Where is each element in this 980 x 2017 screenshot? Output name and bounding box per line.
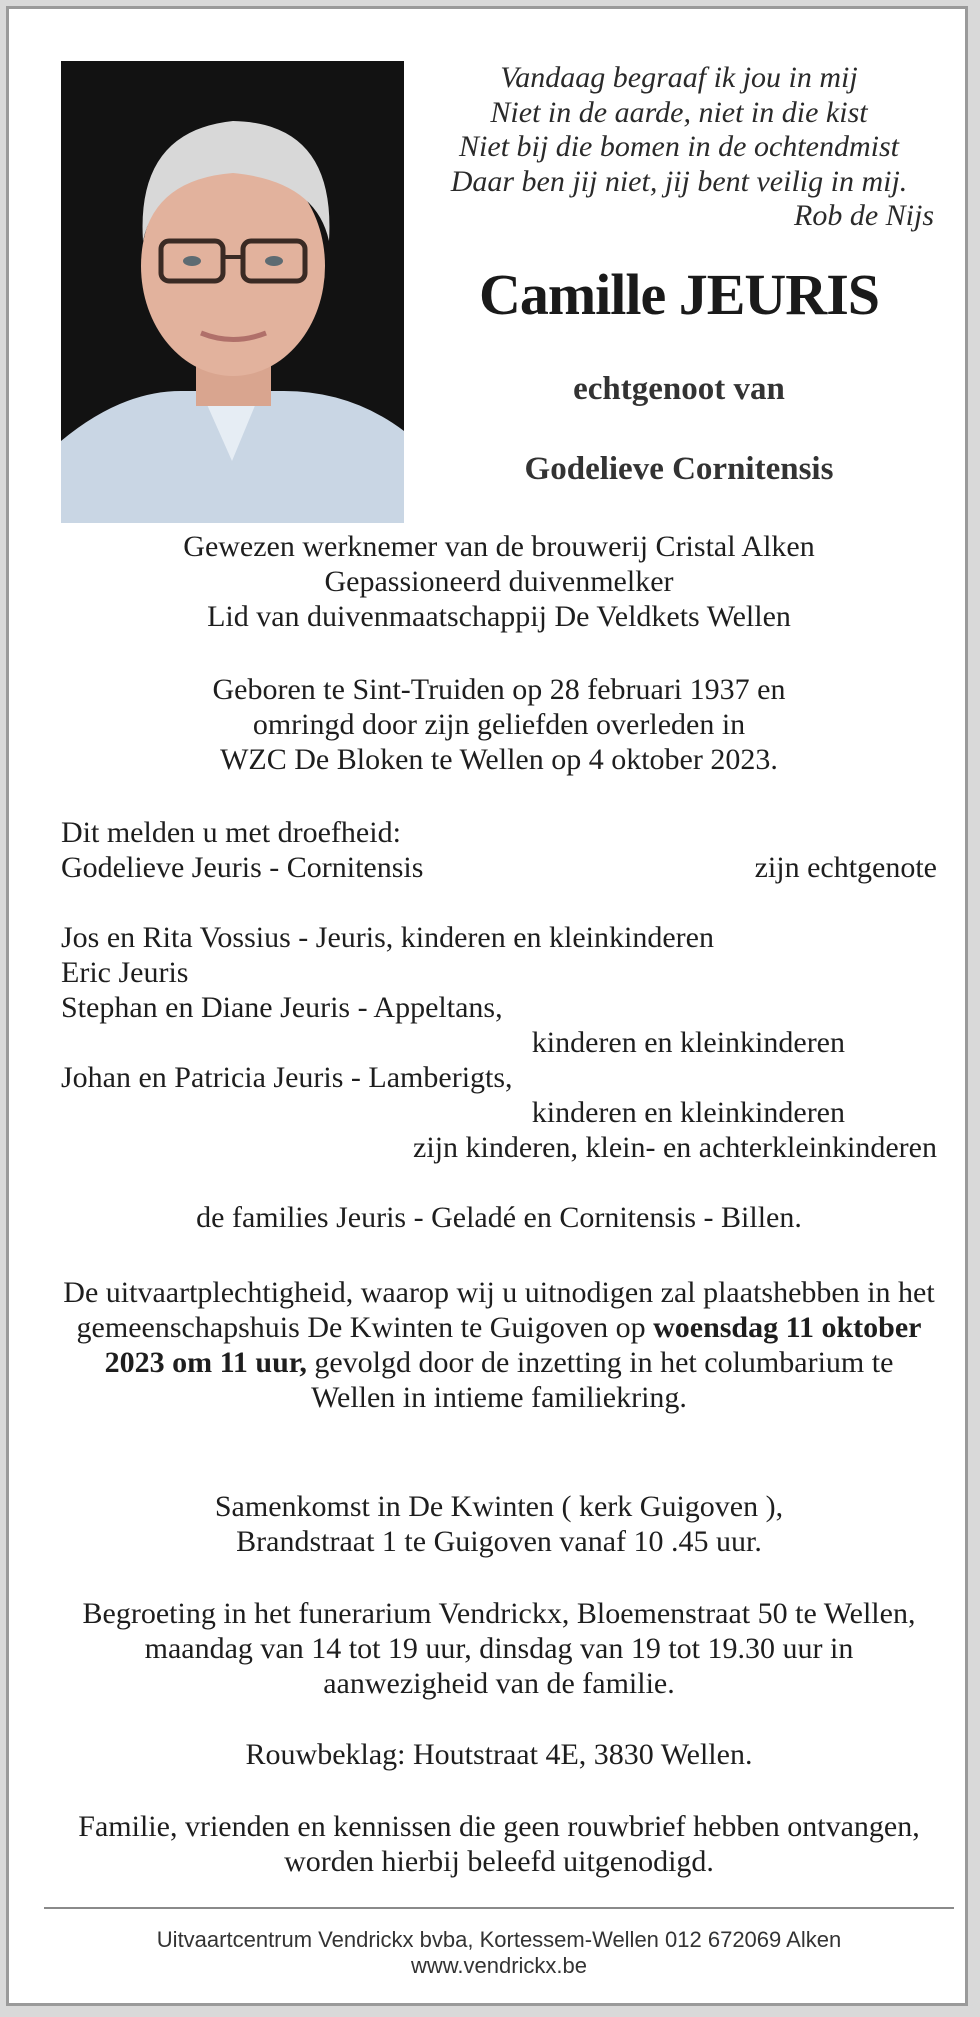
gathering-info bbox=[61, 1489, 937, 1559]
bio-line: Gewezen werknemer van de brouwerij Cristal Alken bbox=[183, 530, 815, 563]
invitation-note: Familie, vrienden en kennissen die geen rouwbrief hebben ontvangen, worden hierbij beleefd uitgenodigd. bbox=[78, 1810, 920, 1878]
portrait-photo bbox=[61, 61, 404, 523]
gathering-line: Brandstraat 1 te Guigoven vanaf 10 .45 uur. bbox=[236, 1525, 762, 1558]
child-line: Stephan en Diane Jeuris - Appeltans, bbox=[61, 991, 503, 1024]
birth-death-line: Geboren te Sint-Truiden op 28 februari 1937 en bbox=[212, 673, 786, 706]
spouse-row bbox=[61, 850, 937, 885]
mourners-list bbox=[61, 815, 937, 1235]
children-summary: zijn kinderen, klein- en achterkleinkinderen bbox=[413, 1131, 937, 1164]
biography bbox=[61, 529, 937, 634]
footer-company: Uitvaartcentrum Vendrickx bvba, Kortessem-Wellen 012 672069 Alken bbox=[156, 1927, 842, 1952]
poem-line: Niet bij die bomen in de ochtendmist bbox=[459, 130, 899, 163]
ceremony-text-1: De uitvaartplechtigheid, waarop wij u uitnodigen zal plaatshebben in het gemeenschapshuis De Kwinten te Guigoven op bbox=[63, 1276, 935, 1344]
ceremony-text-2: gevolgd door de inzetting in het columbarium te Wellen in intieme familiekring. bbox=[306, 1346, 894, 1414]
child-line: kinderen en kleinkinderen bbox=[531, 1096, 845, 1129]
poem-author: Rob de Nijs bbox=[794, 199, 934, 232]
birth-death-info bbox=[61, 672, 937, 777]
ceremony-info bbox=[61, 1275, 937, 1415]
obituary-card bbox=[6, 6, 968, 2006]
ceremony-date: woensdag 11 oktober 2023 om 11 uur, bbox=[104, 1311, 922, 1379]
poem-line: Daar ben jij niet, jij bent veilig in mij. bbox=[450, 164, 908, 198]
poem-line: Niet in de aarde, niet in die kist bbox=[490, 95, 868, 129]
child-line: Jos en Rita Vossius - Jeuris, kinderen en kleinkinderen bbox=[61, 921, 714, 954]
spouse-role: zijn echtgenote bbox=[754, 851, 937, 884]
condolence-address: Rouwbeklag: Houtstraat 4E, 3830 Wellen. bbox=[245, 1738, 753, 1771]
birth-death-line: WZC De Bloken te Wellen op 4 oktober 2023. bbox=[220, 743, 778, 776]
spouse-name: Godelieve Cornitensis bbox=[524, 451, 834, 487]
mourners-intro: Dit melden u met droefheid: bbox=[61, 816, 401, 849]
footer-divider bbox=[44, 1907, 954, 1909]
visitation-info: Begroeting in het funerarium Vendrickx, Bloemenstraat 50 te Wellen, maandag van 14 tot 19 uur, dinsdag van 19 tot 19.30 uur in aanwezigheid van de familie. bbox=[82, 1597, 916, 1700]
poem bbox=[424, 61, 934, 234]
bio-line: Lid van duivenmaatschappij De Veldkets Wellen bbox=[207, 600, 791, 633]
gathering-line: Samenkomst in De Kwinten ( kerk Guigoven ), bbox=[214, 1490, 784, 1523]
relation-label: echtgenoot van bbox=[573, 371, 785, 407]
child-line: kinderen en kleinkinderen bbox=[531, 1026, 845, 1059]
families-line: de families Jeuris - Geladé en Cornitensis - Billen. bbox=[196, 1201, 802, 1234]
deceased-name: Camille JEURIS bbox=[478, 262, 880, 327]
footer-website: www.vendrickx.be bbox=[410, 1953, 588, 1978]
funeral-home-footer bbox=[44, 1927, 954, 1979]
poem-line: Vandaag begraaf ik jou in mij bbox=[500, 61, 858, 94]
bio-line: Gepassioneerd duivenmelker bbox=[324, 565, 674, 598]
spouse-full-name: Godelieve Jeuris - Cornitensis bbox=[61, 851, 424, 884]
birth-death-line: omringd door zijn geliefden overleden in bbox=[252, 708, 746, 741]
child-line: Johan en Patricia Jeuris - Lamberigts, bbox=[61, 1061, 513, 1094]
child-line: Eric Jeuris bbox=[61, 956, 189, 989]
